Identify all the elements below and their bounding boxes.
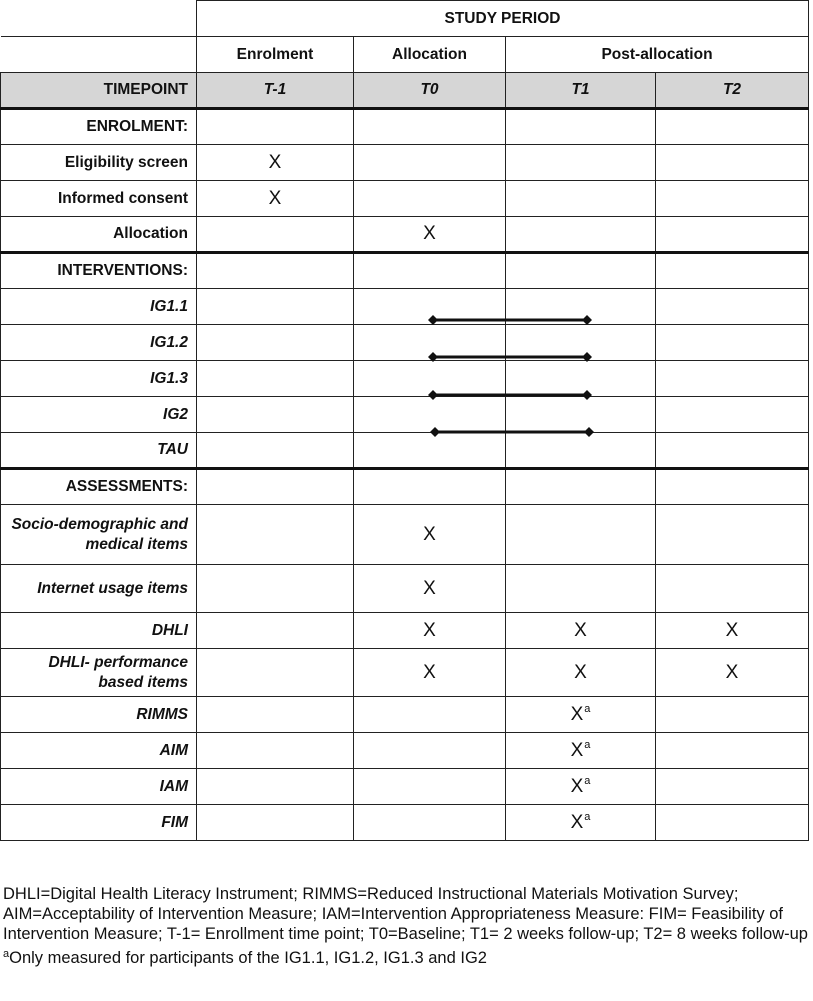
header-row-phases <box>1 37 809 73</box>
timepoint-t1: T1 <box>506 73 656 109</box>
header-row-study-period <box>1 1 809 37</box>
row-dhli <box>1 613 809 649</box>
x-mark: X <box>725 661 739 683</box>
x-mark: X <box>423 523 436 545</box>
x-mark: X <box>423 661 436 683</box>
row-label: RIMMS <box>1 697 197 733</box>
study-period-heading: STUDY PERIOD <box>197 1 809 37</box>
row-label: Allocation <box>1 217 197 253</box>
row-label: IG2 <box>1 397 197 433</box>
section-label: ASSESSMENTS: <box>1 469 197 505</box>
row-label: DHLI <box>1 613 197 649</box>
row-rimms <box>1 697 809 733</box>
row-label: IG1.1 <box>1 289 197 325</box>
x-mark-superscript: $X^a$ <box>570 739 591 761</box>
row-label: TAU <box>1 433 197 469</box>
x-mark-superscript: $X^a$ <box>570 775 591 797</box>
timepoint-label: TIMEPOINT <box>1 73 197 109</box>
phase-enrolment: Enrolment <box>197 37 354 73</box>
section-label: ENROLMENT: <box>1 109 197 145</box>
timepoint-row <box>1 73 809 109</box>
row-iam <box>1 769 809 805</box>
phase-allocation: Allocation <box>354 37 506 73</box>
timepoint-t0: T0 <box>354 73 506 109</box>
row-socio <box>1 505 809 565</box>
superscript-note: $^a$Only measured for participants of the IG1.1, IG1.2, IG1.3 and IG2 <box>3 948 487 967</box>
row-label: IAM <box>1 769 197 805</box>
abbreviations-note: DHLI=Digital Health Literacy Instrument; RIMMS=Reduced Instructional Materials Motivation Survey; AIM=Acceptability of Intervention Measure; IAM=Intervention Appropriateness Measure: FIM= Feasibility of Intervention Measure; T-1= Enrollment time point; T0=Baseline; T1= 2 weeks follow-up; T2= 8 weeks follow-up <box>3 885 808 943</box>
row-aim <box>1 733 809 769</box>
x-mark: X <box>423 223 436 244</box>
row-ig12 <box>1 325 809 361</box>
phase-post-allocation: Post-allocation <box>506 37 809 73</box>
timepoint-t-1: T-1 <box>197 73 354 109</box>
section-assessments <box>1 469 809 505</box>
timepoint-t2: T2 <box>656 73 809 109</box>
section-label: INTERVENTIONS: <box>1 253 197 289</box>
row-label: Informed consent <box>1 181 197 217</box>
row-internet <box>1 565 809 613</box>
row-dhli-performance <box>1 649 809 697</box>
row-label: FIM <box>1 805 197 841</box>
row-eligibility <box>1 145 809 181</box>
x-mark: X <box>574 619 587 641</box>
row-consent <box>1 181 809 217</box>
x-mark-superscript: $X^a$ <box>570 703 591 725</box>
x-mark: X <box>423 619 436 641</box>
row-ig2 <box>1 397 809 433</box>
corner-cell <box>1 37 197 73</box>
corner-cell <box>1 1 197 37</box>
x-mark: X <box>574 661 587 683</box>
row-label: Socio-demographic and medical items <box>1 505 197 565</box>
row-label: Eligibility screen <box>1 145 197 181</box>
row-label: DHLI- performance based items <box>1 649 197 697</box>
x-mark: X <box>725 619 739 641</box>
x-mark-superscript: $X^a$ <box>570 811 591 833</box>
row-label: Internet usage items <box>1 565 197 613</box>
section-interventions <box>1 253 809 289</box>
section-enrolment <box>1 109 809 145</box>
row-label: IG1.3 <box>1 361 197 397</box>
row-label: IG1.2 <box>1 325 197 361</box>
x-mark: X <box>268 151 282 173</box>
row-fim <box>1 805 809 841</box>
row-tau <box>1 433 809 469</box>
footnotes <box>3 884 808 968</box>
row-label: AIM <box>1 733 197 769</box>
row-allocation <box>1 217 809 253</box>
row-ig13 <box>1 361 809 397</box>
row-ig11 <box>1 289 809 325</box>
x-mark: X <box>268 187 282 209</box>
x-mark: X <box>423 577 436 599</box>
